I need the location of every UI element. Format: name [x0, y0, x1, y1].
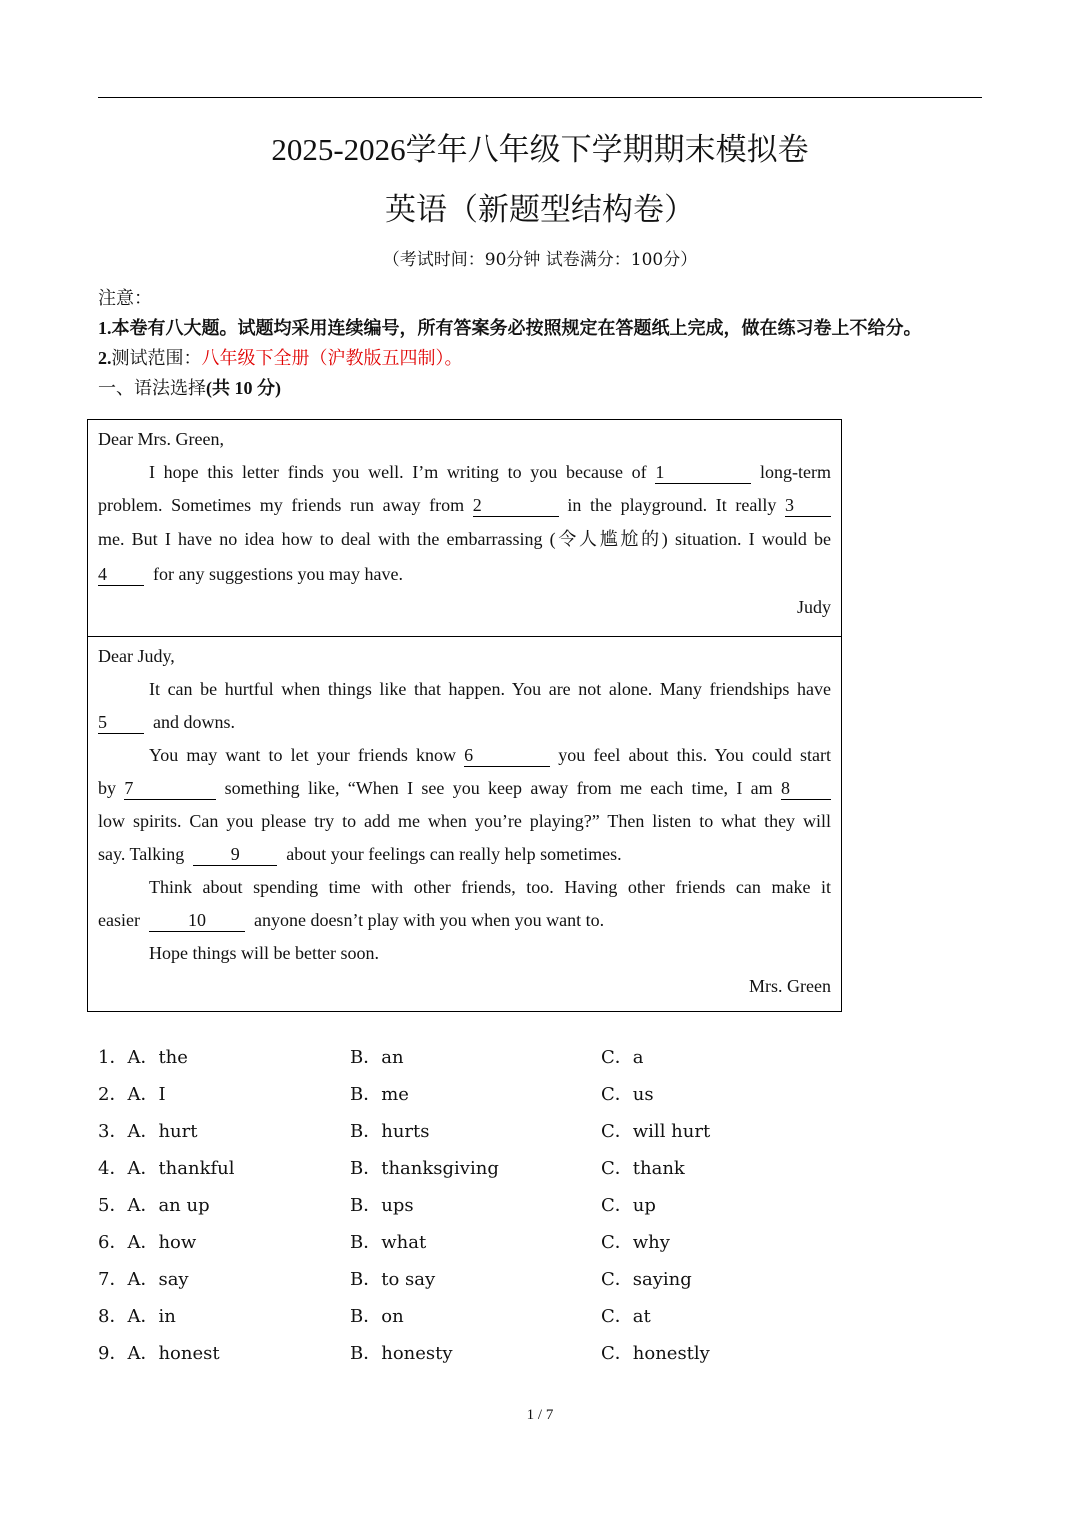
letter2-signature: Mrs. Green [749, 976, 831, 996]
question-list [98, 1045, 898, 1378]
question-number: 8． [98, 1306, 128, 1327]
note-2-number: 2. [98, 348, 112, 368]
text-span: easier [98, 910, 140, 930]
question-option-a [98, 1304, 176, 1330]
text-span: by [98, 778, 116, 798]
letter2-line-3 [149, 740, 831, 770]
question-number: 4． [98, 1158, 128, 1179]
option-text: A．thankful [127, 1158, 235, 1179]
option-text: A．hurt [127, 1121, 198, 1142]
question-option-b: B．ups [350, 1195, 414, 1216]
question-option-b: B．an [350, 1047, 404, 1068]
question-number: 6． [98, 1232, 128, 1253]
text-span: problem. Sometimes my friends run away from [98, 495, 465, 515]
option-text: A．I [127, 1084, 166, 1105]
note-1-text: 本卷有八大题。试题均采用连续编号，所有答案务必按照规定在答题纸上完成，做在练习卷上不给分。 [111, 318, 922, 338]
note-1-number: 1. [98, 318, 112, 338]
question-option-b: B．me [350, 1084, 409, 1105]
note-2-label: 测试范围： [111, 348, 202, 368]
text-span: for any suggestions you may have. [153, 564, 403, 584]
letter1-line-2 [98, 490, 831, 520]
letter2-line-6 [98, 839, 831, 869]
text-span: and downs. [153, 712, 235, 732]
letter1-line-3: me. But I have no idea how to deal with the embarrassing (令人尴尬的) situation. I would be [98, 529, 831, 549]
text-span: You may want to let your friends know [149, 745, 457, 765]
question-number: 3． [98, 1121, 128, 1142]
question-option-c: C．honestly [601, 1343, 710, 1364]
question-option-c: C．up [601, 1195, 656, 1216]
question-number: 2． [98, 1084, 128, 1105]
question-row [98, 1304, 898, 1341]
question-row [98, 1156, 898, 1193]
blank-6: 6 [464, 744, 550, 767]
letter1-signature: Judy [796, 597, 831, 617]
blank-10: 10 [149, 909, 245, 932]
text-span: you feel about this. You could start [558, 745, 831, 765]
header-rule [98, 97, 982, 98]
question-option-c: C．thank [601, 1158, 685, 1179]
letter-judy-box [87, 419, 842, 637]
text-span: about your feelings can really help sometimes. [286, 844, 622, 864]
question-option-a [98, 1341, 220, 1367]
page-number: 1 / 7 [526, 1407, 554, 1423]
question-row [98, 1082, 898, 1119]
question-option-a [98, 1230, 196, 1256]
question-option-a [98, 1267, 189, 1293]
text-span: in the playground. It really [567, 495, 777, 515]
letter2-closing: Hope things will be better soon. [149, 943, 379, 963]
letter2-line-5: low spirits. Can you please try to add me when you’re playing?” Then listen to what they will [98, 811, 831, 831]
question-option-a [98, 1119, 197, 1145]
section-score: (共 10 分) [206, 378, 281, 398]
section-title: 一、语法选择 [98, 378, 206, 398]
question-number: 1． [98, 1047, 128, 1068]
question-row [98, 1045, 898, 1082]
text-span: anyone doesn’t play with you when you want to. [253, 910, 605, 930]
question-row [98, 1230, 898, 1267]
letter2-line-2 [98, 707, 831, 737]
letter1-line-4 [98, 559, 831, 589]
question-number: 7． [98, 1269, 128, 1290]
question-option-a [98, 1045, 188, 1071]
note-1 [98, 315, 998, 345]
blank-7: 7 [124, 777, 216, 800]
option-text: A．the [127, 1047, 188, 1068]
text-span: long-term [760, 462, 831, 482]
letter2-greeting: Dear Judy, [98, 646, 175, 666]
question-option-b: B．to say [350, 1269, 436, 1290]
question-row [98, 1193, 898, 1230]
question-option-c: C．will hurt [601, 1121, 711, 1142]
option-text: A．an up [127, 1195, 210, 1216]
text-span: say. Talking [98, 844, 185, 864]
letter2-line-1: It can be hurtful when things like that happen. You are not alone. Many friendships have [149, 679, 831, 699]
question-option-b: B．honesty [350, 1343, 453, 1364]
note-2-scope: 八年级下全册（沪教版五四制）。 [201, 348, 463, 368]
question-option-c: C．saying [601, 1269, 692, 1290]
question-option-a [98, 1082, 166, 1108]
letter2-line-7: Think about spending time with other friends, too. Having other friends can make it [149, 877, 831, 897]
question-option-b: B．hurts [350, 1121, 430, 1142]
option-text: A．say [127, 1269, 189, 1290]
question-option-c: C．why [601, 1232, 670, 1253]
blank-1: 1 [655, 461, 751, 484]
blank-4: 4 [98, 563, 144, 586]
page-subtitle: 英语（新题型结构卷） [385, 192, 695, 227]
notes-section [98, 285, 998, 405]
question-option-b: B．on [350, 1306, 404, 1327]
blank-9: 9 [193, 843, 277, 866]
question-option-c: C．a [601, 1047, 644, 1068]
notes-heading: 注意： [98, 288, 152, 308]
question-option-a [98, 1193, 210, 1219]
text-span: I hope this letter finds you well. I’m writing to you because of [149, 462, 647, 482]
page-title: 2025-2026学年八年级下学期期末模拟卷 [271, 132, 809, 167]
option-text: A．honest [127, 1343, 220, 1364]
letter2-line-8 [98, 905, 831, 935]
question-option-b: B．what [350, 1232, 427, 1253]
blank-8: 8 [781, 777, 831, 800]
option-text: A．how [127, 1232, 197, 1253]
question-number: 9． [98, 1343, 128, 1364]
letter2-line-4 [98, 773, 831, 803]
question-option-a [98, 1156, 235, 1182]
letter1-line-1 [149, 457, 831, 487]
text-span: something like, “When I see you keep away from me each time, I am [224, 778, 773, 798]
letter-mrs-green-box [87, 636, 842, 1012]
section-heading [98, 375, 998, 405]
question-option-c: C．at [601, 1306, 651, 1327]
question-number: 5． [98, 1195, 128, 1216]
letter1-greeting: Dear Mrs. Green, [98, 429, 224, 449]
question-option-b: B．thanksgiving [350, 1158, 499, 1179]
blank-3: 3 [785, 494, 831, 517]
option-text: A．in [127, 1306, 176, 1327]
note-2 [98, 345, 998, 375]
exam-info: （考试时间：90分钟 试卷满分：100分） [382, 250, 698, 270]
question-row [98, 1119, 898, 1156]
blank-5: 5 [98, 711, 144, 734]
question-row [98, 1341, 898, 1378]
question-row [98, 1267, 898, 1304]
question-option-c: C．us [601, 1084, 654, 1105]
blank-2: 2 [473, 494, 559, 517]
